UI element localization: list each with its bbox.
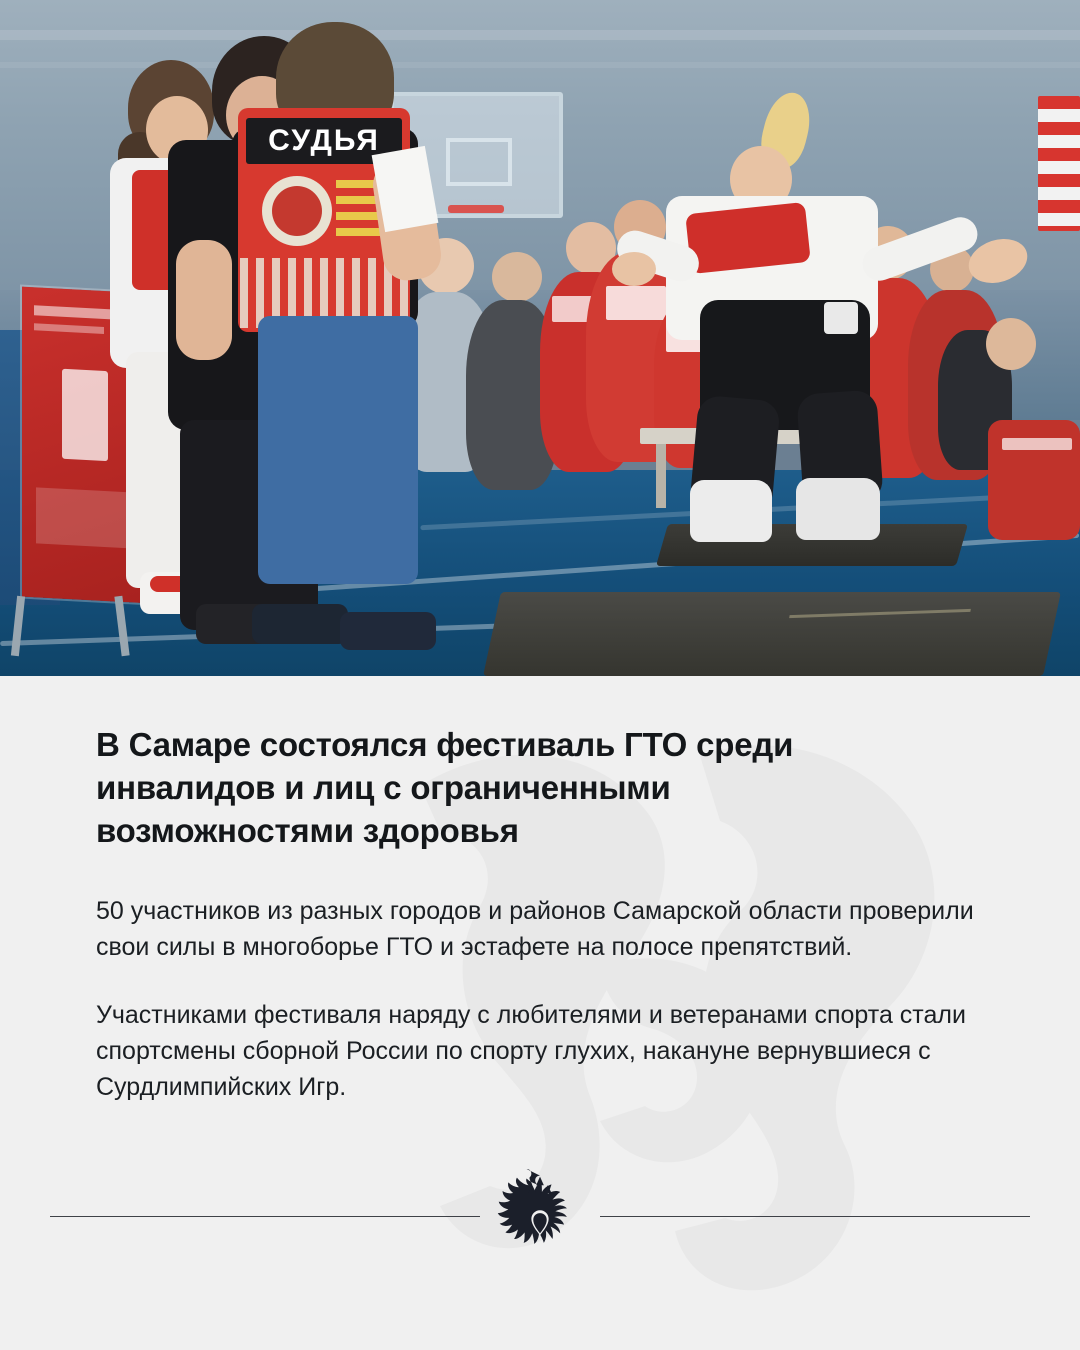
banner-block [36,487,136,548]
panel-content [0,676,1080,1105]
foreground-person-arm [176,240,232,360]
landing-mat-near [483,592,1061,676]
athlete-right-shoe [796,478,880,540]
judge-vest-text: СУДЬЯ [268,124,380,157]
table-leg [656,444,666,508]
page-title: В Самаре состоялся фестиваль ГТО среди инвалидов и лиц с ограниченными возможностями здоровья [96,726,794,849]
athlete-bib-tag [824,302,858,334]
footer [0,1168,1080,1264]
basketball-hoop [448,205,504,213]
crowd-person-head [986,318,1036,370]
athlete-left-shoe [690,480,772,542]
banner-logo [62,369,108,461]
athlete-jacket-stripe [685,202,811,274]
equipment-label [1002,438,1072,450]
crowd-person-head [492,252,542,302]
footer-divider-right [600,1216,1030,1217]
text-panel [0,676,1080,1350]
article-paragraph-2: Участниками фестиваля наряду с любителями и ветеранами спорта стали спортсмены сборной России по спорту глухих, накануне вернувшиеся с Сурдлимпийских Игр. [96,1000,966,1101]
judge-shoe [252,604,348,644]
judge-jeans [258,316,418,584]
article-paragraph-1: 50 участников из разных городов и районов Самарской области проверили свои силы в многоборье ГТО и эстафете на полосе препятствий. [96,896,974,961]
striped-banner [1038,96,1080,231]
athlete-left-hand [612,252,656,286]
ceiling-beam [0,30,1080,40]
footer-divider-left [50,1216,480,1217]
double-headed-eagle-emblem [492,1168,588,1264]
bib-number [606,286,666,320]
judge-shoe [340,612,436,650]
banner-text-line [34,323,104,334]
gto-logo-inner [272,186,322,236]
